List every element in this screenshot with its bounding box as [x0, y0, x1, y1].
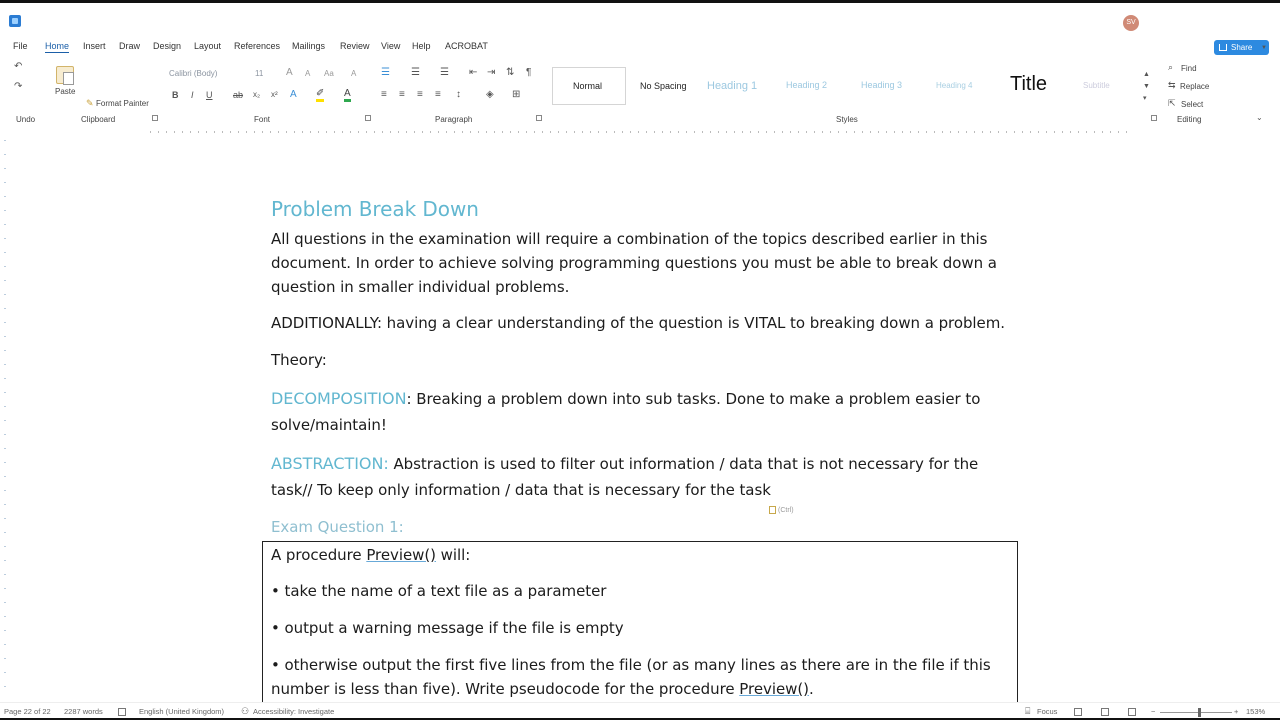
tab-view[interactable]: View: [381, 41, 401, 51]
heading-exam-question-1[interactable]: Exam Question 1:: [271, 518, 404, 536]
paragraph-line[interactable]: question in smaller individual problems.: [271, 278, 570, 296]
replace-icon[interactable]: ⇆: [1168, 80, 1176, 90]
ruler-tick: [990, 131, 991, 133]
ruler-tick: [782, 131, 783, 133]
ruler-tick: [1038, 131, 1039, 133]
font-color-icon[interactable]: A: [344, 89, 351, 102]
ruler-tick: [1062, 131, 1063, 133]
ruler-tick: [150, 131, 151, 133]
avatar[interactable]: SV: [1123, 15, 1139, 31]
ruler-tick: [966, 131, 967, 133]
ruler-tick: [646, 131, 647, 133]
style-no-spacing[interactable]: No Spacing: [640, 81, 687, 91]
ruler-tick: [758, 131, 759, 133]
collapse-ribbon-icon[interactable]: ⌄: [1256, 113, 1263, 122]
multilevel-list-icon[interactable]: ☰: [440, 67, 449, 78]
horizontal-ruler[interactable]: [0, 128, 1280, 136]
ruler-tick: [1030, 131, 1031, 133]
ruler-tick: [630, 131, 631, 133]
ruler-tick: [1126, 131, 1127, 133]
ruler-tick: [622, 131, 623, 133]
ruler-tick: [454, 131, 455, 133]
ruler-tick: [518, 131, 519, 133]
ruler-tick: [246, 131, 247, 133]
focus-icon: ⌸: [1025, 706, 1031, 716]
ruler-tick: [238, 131, 239, 133]
ruler-tick: [510, 131, 511, 133]
ruler-tick: [334, 131, 335, 133]
ruler-tick: [166, 131, 167, 133]
focus-button[interactable]: Focus: [1037, 707, 1058, 716]
style-heading-1[interactable]: Heading 1: [707, 80, 758, 92]
ruler-tick: [1006, 131, 1007, 133]
ruler-tick: [270, 131, 271, 133]
style-title[interactable]: Title: [1010, 73, 1048, 95]
style-heading-4[interactable]: Heading 4: [936, 81, 973, 90]
ruler-tick: [982, 131, 983, 133]
ruler-tick: [734, 131, 735, 133]
tab-insert[interactable]: Insert: [83, 41, 106, 51]
format-painter-button[interactable]: Format Painter: [96, 99, 149, 108]
ruler-tick: [918, 131, 919, 133]
borders-icon[interactable]: ⊞: [512, 89, 521, 100]
ruler-tick: [478, 131, 479, 133]
undo-group-label: Undo: [16, 115, 36, 124]
ruler-tick: [342, 131, 343, 133]
ruler-tick: [462, 131, 463, 133]
ruler-tick: [598, 131, 599, 133]
ruler-tick: [766, 131, 767, 133]
font-group-label: Font: [254, 115, 271, 124]
italic-icon[interactable]: I: [191, 90, 194, 100]
ruler-tick: [350, 131, 351, 133]
redo-icon[interactable]: ↷: [14, 81, 23, 92]
ruler-tick: [278, 131, 279, 133]
ruler-tick: [806, 131, 807, 133]
ruler-tick: [582, 131, 583, 133]
bullets-icon[interactable]: ☰: [381, 67, 390, 78]
tab-review[interactable]: Review: [340, 41, 370, 51]
heading-problem-break-down[interactable]: Problem Break Down: [271, 197, 479, 221]
ruler-tick: [486, 131, 487, 133]
abstraction-term: ABSTRACTION:: [271, 454, 389, 473]
tab-help[interactable]: Help: [412, 41, 431, 51]
styles-scroll-up-icon[interactable]: ▲: [1143, 71, 1150, 78]
replace-button[interactable]: Replace: [1180, 82, 1210, 91]
font-launcher-icon[interactable]: [365, 115, 371, 121]
paragraph-theory[interactable]: Theory:: [271, 351, 327, 369]
exam-bullet[interactable]: • take the name of a text file as a parameter: [271, 582, 607, 600]
ruler-tick: [854, 131, 855, 133]
exam-text: number is less than five). Write pseudocode for the procedure: [271, 680, 740, 698]
ruler-tick: [1022, 131, 1023, 133]
ruler-tick: [790, 131, 791, 133]
tab-mailings[interactable]: Mailings: [292, 41, 326, 51]
tab-home[interactable]: Home: [45, 41, 70, 51]
clipboard-group-label: Clipboard: [81, 115, 116, 124]
text-effects-icon[interactable]: A: [290, 89, 297, 100]
tab-acrobat[interactable]: ACROBAT: [445, 41, 488, 51]
ruler-tick: [574, 131, 575, 133]
justify-icon[interactable]: ≡: [435, 89, 441, 100]
ruler-tick: [382, 131, 383, 133]
exam-bullet[interactable]: • output a warning message if the file is empty: [271, 619, 624, 637]
ruler-tick: [654, 131, 655, 133]
exam-text: will:: [435, 546, 471, 564]
ruler-tick: [974, 131, 975, 133]
ruler-tick: [862, 131, 863, 133]
highlight-icon[interactable]: ✐: [316, 89, 324, 102]
ruler-tick: [1086, 131, 1087, 133]
align-left-icon[interactable]: ≡: [381, 89, 387, 100]
underline-icon[interactable]: U: [206, 90, 213, 100]
ruler-tick: [1094, 131, 1095, 133]
ruler-tick: [942, 131, 943, 133]
clipboard-icon: [769, 506, 776, 514]
ruler-tick: [638, 131, 639, 133]
ruler-tick: [182, 131, 183, 133]
share-label: Share: [1231, 43, 1253, 52]
exam-text: A procedure: [271, 546, 367, 564]
format-painter-icon: ✎: [86, 98, 94, 108]
ruler-tick: [534, 131, 535, 133]
zoom-slider[interactable]: [1160, 712, 1232, 713]
preview-procedure-name: Preview(): [739, 680, 809, 698]
ruler-tick: [902, 131, 903, 133]
ruler-tick: [678, 131, 679, 133]
ruler-tick: [494, 131, 495, 133]
ruler-tick: [262, 131, 263, 133]
preview-procedure-name: Preview(): [366, 546, 436, 564]
zoom-level[interactable]: 153%: [1246, 707, 1266, 716]
page-count[interactable]: Page 22 of 22: [4, 707, 51, 716]
ruler-tick: [1102, 131, 1103, 133]
ruler-tick: [174, 131, 175, 133]
ruler-tick: [1054, 131, 1055, 133]
ruler-tick: [878, 131, 879, 133]
select-button[interactable]: Select: [1181, 100, 1204, 109]
ruler-tick: [374, 131, 375, 133]
ruler-tick: [430, 131, 431, 133]
grow-font-icon[interactable]: A: [286, 67, 293, 78]
editing-group-label: Editing: [1177, 115, 1202, 124]
ruler-tick: [390, 131, 391, 133]
ruler-tick: [662, 131, 663, 133]
ruler-tick: [446, 131, 447, 133]
share-icon: [1219, 44, 1227, 51]
find-icon[interactable]: ⌕: [1168, 62, 1174, 72]
ruler-tick: [198, 131, 199, 133]
shading-icon[interactable]: ◈: [486, 89, 494, 100]
ruler-tick: [702, 131, 703, 133]
ruler-tick: [566, 131, 567, 133]
paragraph-decomposition[interactable]: [271, 389, 980, 408]
ruler-tick: [366, 131, 367, 133]
ruler-tick: [870, 131, 871, 133]
ruler-tick: [438, 131, 439, 133]
ruler-tick: [550, 131, 551, 133]
paragraph-launcher-icon[interactable]: [536, 115, 542, 121]
ruler-tick: [1078, 131, 1079, 133]
exam-bullet[interactable]: • otherwise output the first five lines from the file (or as many lines as there are in the file if this: [271, 656, 991, 674]
tab-design[interactable]: Design: [153, 41, 182, 51]
ruler-tick: [230, 131, 231, 133]
paragraph-group-label: Paragraph: [435, 115, 473, 124]
ruler-tick: [222, 131, 223, 133]
print-layout-icon[interactable]: [1101, 708, 1109, 716]
ruler-tick: [190, 131, 191, 133]
ruler-tick: [830, 131, 831, 133]
ruler-tick: [526, 131, 527, 133]
ruler-tick: [294, 131, 295, 133]
style-heading-2[interactable]: Heading 2: [786, 80, 828, 90]
ruler-tick: [206, 131, 207, 133]
paragraph-line[interactable]: All questions in the examination will require a combination of the topics described earlier in this: [271, 230, 988, 248]
ruler-tick: [422, 131, 423, 133]
ruler-tick: [934, 131, 935, 133]
styles-scroll-down-icon[interactable]: ▼: [1143, 83, 1150, 90]
ruler-tick: [470, 131, 471, 133]
ruler-tick: [670, 131, 671, 133]
document-canvas[interactable]: [0, 136, 1280, 702]
paragraph-line[interactable]: document. In order to achieve solving programming questions you must be able to break down a: [271, 254, 997, 272]
ruler-tick: [910, 131, 911, 133]
font-size-select[interactable]: 11: [255, 69, 264, 78]
read-mode-icon[interactable]: [1074, 708, 1082, 716]
menu-bar: [0, 40, 1280, 56]
styles-more-icon[interactable]: ▾: [1143, 95, 1147, 102]
tab-draw[interactable]: Draw: [119, 41, 141, 51]
proofing-icon[interactable]: [118, 708, 126, 716]
language-status[interactable]: English (United Kingdom): [139, 707, 225, 716]
shrink-font-icon[interactable]: A: [305, 69, 311, 78]
ruler-tick: [958, 131, 959, 133]
tab-file[interactable]: File: [13, 41, 28, 51]
ruler-tick: [614, 131, 615, 133]
ruler-tick: [1046, 131, 1047, 133]
paragraph-abstraction[interactable]: [271, 454, 978, 473]
clear-formatting-icon[interactable]: A: [351, 69, 357, 78]
paragraph-line[interactable]: solve/maintain!: [271, 416, 387, 434]
ruler-tick: [998, 131, 999, 133]
ruler-tick: [254, 131, 255, 133]
ruler-tick: [710, 131, 711, 133]
ruler-tick: [894, 131, 895, 133]
styles-launcher-icon[interactable]: [1151, 115, 1157, 121]
select-icon[interactable]: ⇱: [1168, 98, 1176, 108]
bold-icon[interactable]: B: [172, 90, 179, 100]
style-heading-3[interactable]: Heading 3: [861, 80, 903, 90]
ruler-tick: [302, 131, 303, 133]
ruler-tick: [886, 131, 887, 133]
paste-options-label: (Ctrl): [778, 506, 794, 514]
word-count[interactable]: 2287 words: [64, 707, 103, 716]
exam-line[interactable]: [271, 680, 814, 698]
ruler-tick: [310, 131, 311, 133]
zoom-in-icon[interactable]: +: [1234, 707, 1239, 716]
paragraph-additionally[interactable]: ADDITIONALLY: having a clear understanding of the question is VITAL to breaking down a problem.: [271, 314, 1006, 332]
sort-icon[interactable]: ⇅: [506, 67, 515, 78]
ruler-tick: [318, 131, 319, 133]
find-button[interactable]: Find: [1181, 64, 1197, 73]
line-spacing-icon[interactable]: ↕: [456, 89, 461, 100]
ruler-tick: [798, 131, 799, 133]
title-bar: [0, 0, 1280, 40]
ruler-tick: [358, 131, 359, 133]
styles-group-label: Styles: [836, 115, 858, 124]
abstraction-text: Abstraction is used to filter out information / data that is not necessary for the: [388, 455, 979, 473]
ruler-tick: [590, 131, 591, 133]
ruler-tick: [838, 131, 839, 133]
clipboard-launcher-icon[interactable]: [152, 115, 158, 121]
ruler-tick: [726, 131, 727, 133]
ruler-tick: [718, 131, 719, 133]
ribbon: [0, 58, 1280, 128]
exam-text: .: [808, 680, 814, 698]
ruler-tick: [694, 131, 695, 133]
decomposition-text: : Breaking a problem down into sub tasks. Done to make a problem easier to: [406, 390, 981, 408]
ruler-tick: [950, 131, 951, 133]
ruler-tick: [814, 131, 815, 133]
ruler-tick: [398, 131, 399, 133]
ruler-tick: [158, 131, 159, 133]
ruler-tick: [846, 131, 847, 133]
tab-layout[interactable]: Layout: [194, 41, 222, 51]
align-center-icon[interactable]: ≡: [399, 89, 405, 100]
chevron-down-icon[interactable]: ▼: [1261, 45, 1267, 51]
decrease-indent-icon[interactable]: ⇤: [469, 67, 478, 78]
ruler-tick: [1070, 131, 1071, 133]
paragraph-line[interactable]: task// To keep only information / data that is necessary for the task: [271, 481, 771, 499]
ruler-tick: [1118, 131, 1119, 133]
ruler-tick: [406, 131, 407, 133]
ruler-tick: [214, 131, 215, 133]
paste-icon[interactable]: [56, 66, 74, 84]
web-layout-icon[interactable]: [1128, 708, 1136, 716]
word-icon: [9, 15, 21, 27]
ruler-tick: [750, 131, 751, 133]
paste-button[interactable]: Paste: [55, 87, 76, 96]
paste-options-button[interactable]: [769, 506, 794, 514]
decomposition-term: DECOMPOSITION: [271, 389, 407, 408]
numbering-icon[interactable]: ☰: [411, 67, 420, 78]
ruler-tick: [414, 131, 415, 133]
ruler-tick: [926, 131, 927, 133]
accessibility-icon: ⚇: [241, 706, 250, 716]
ruler-tick: [502, 131, 503, 133]
ruler-tick: [774, 131, 775, 133]
zoom-out-icon[interactable]: −: [1151, 707, 1156, 716]
ruler-tick: [1110, 131, 1111, 133]
subscript-icon[interactable]: x₂: [253, 90, 261, 99]
ruler-tick: [822, 131, 823, 133]
increase-indent-icon[interactable]: ⇥: [487, 67, 496, 78]
ruler-tick: [542, 131, 543, 133]
ruler-tick: [1014, 131, 1015, 133]
accessibility-status[interactable]: Accessibility: Investigate: [253, 707, 335, 716]
zoom-slider-thumb[interactable]: [1198, 708, 1201, 717]
align-right-icon[interactable]: ≡: [417, 89, 423, 100]
ruler-tick: [606, 131, 607, 133]
style-subtitle[interactable]: Subtitle: [1083, 81, 1110, 90]
style-normal[interactable]: Normal: [573, 81, 603, 91]
show-marks-icon[interactable]: ¶: [526, 67, 532, 78]
tab-references[interactable]: References: [234, 41, 281, 51]
superscript-icon[interactable]: x²: [271, 90, 278, 99]
ruler-tick: [558, 131, 559, 133]
ruler-tick: [326, 131, 327, 133]
ruler-tick: [286, 131, 287, 133]
font-name-select[interactable]: Calibri (Body): [169, 69, 218, 78]
ruler-tick: [686, 131, 687, 133]
change-case-icon[interactable]: Aa: [324, 69, 334, 78]
ruler-tick: [742, 131, 743, 133]
strikethrough-icon[interactable]: ab: [233, 90, 244, 100]
exam-line[interactable]: [271, 546, 470, 564]
undo-icon[interactable]: ↶: [14, 61, 23, 72]
